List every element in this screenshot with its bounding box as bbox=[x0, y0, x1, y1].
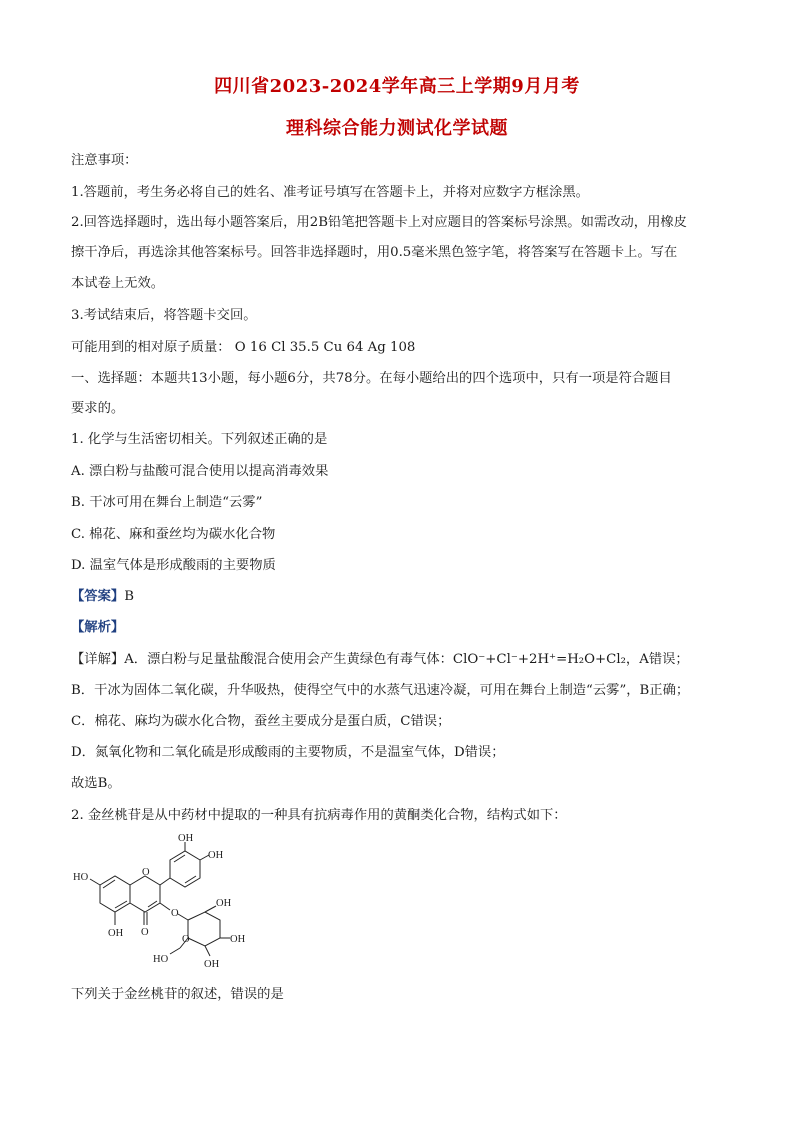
label-o-link: O bbox=[171, 908, 179, 919]
question-1-option-d: D. 温室气体是形成酸雨的主要物质 bbox=[71, 558, 276, 573]
question-1-option-b: B. 干冰可用在舞台上制造“云雾” bbox=[71, 495, 263, 510]
answer-value: B bbox=[124, 589, 134, 604]
detail-tag: 【详解】 bbox=[71, 652, 125, 667]
label-o-carbonyl: O bbox=[141, 927, 149, 938]
conclusion-line: 故选B。 bbox=[71, 776, 121, 791]
question-1-option-a: A. 漂白粉与盐酸可混合使用以提高消毒效果 bbox=[71, 464, 329, 479]
label-ho-left: HO bbox=[73, 872, 89, 883]
label-oh-top1: OH bbox=[178, 833, 194, 844]
notice-item-2-line-1: 2.回答选择题时，选出每小题答案后，用2B铅笔把答题卡上对应题目的答案标号涂黑。如需改动，用橡皮 bbox=[71, 215, 687, 230]
detail-line-d: D．氮氧化物和二氧化硫是形成酸雨的主要物质，不是温室气体，D错误； bbox=[71, 745, 505, 760]
notice-header: 注意事项： bbox=[71, 153, 138, 168]
label-oh-top2: OH bbox=[208, 850, 224, 861]
label-ho-sugar-4: HO bbox=[153, 954, 169, 965]
document-title: 四川省2023-2024学年高三上学期9月月考 bbox=[214, 76, 580, 97]
notice-item-2-line-3: 本试卷上无效。 bbox=[71, 276, 165, 291]
analysis-line bbox=[71, 619, 124, 637]
detail-line-c: C．棉花、麻均为碳水化合物，蚕丝主要成分是蛋白质，C错误； bbox=[71, 714, 451, 729]
label-o-sugar: O bbox=[182, 934, 190, 945]
question-1-stem: 1. 化学与生活密切相关。下列叙述正确的是 bbox=[71, 432, 328, 447]
label-oh-sugar-1: OH bbox=[216, 898, 232, 909]
section-heading-line-1: 一、选择题：本题共13小题，每小题6分，共78分。在每小题给出的四个选项中，只有一项是符合题目 bbox=[71, 371, 672, 386]
label-oh-sugar-2: OH bbox=[230, 934, 246, 945]
notice-item-2-line-2: 擦干净后，再选涂其他答案标号。回答非选择题时，用0.5毫米黑色签字笔，将答案写在答题卡上。写在 bbox=[71, 245, 678, 260]
label-o-ring: O bbox=[142, 867, 150, 878]
document-subtitle: 理科综合能力测试化学试题 bbox=[286, 118, 508, 139]
question-2-follow-up: 下列关于金丝桃苷的叙述，错误的是 bbox=[71, 987, 284, 1002]
detail-line-b: B．干冰为固体二氧化碳，升华吸热，使得空气中的水蒸气迅速冷凝，可用在舞台上制造“云雾”，B正确； bbox=[71, 683, 690, 698]
detail-a-text: A．漂白粉与足量盐酸混合使用会产生黄绿色有毒气体：ClO⁻+Cl⁻+2H⁺=H₂O+Cl₂，A错误； bbox=[124, 652, 689, 667]
question-2-stem: 2. 金丝桃苷是从中药材中提取的一种具有抗病毒作用的黄酮类化合物，结构式如下： bbox=[71, 808, 567, 823]
question-1-option-c: C. 棉花、麻和蚕丝均为碳水化合物 bbox=[71, 527, 276, 542]
atomic-mass-line: 可能用到的相对原子质量： O 16 Cl 35.5 Cu 64 Ag 108 bbox=[71, 340, 416, 355]
section-heading-line-2: 要求的。 bbox=[71, 401, 125, 416]
label-oh-sugar-3: OH bbox=[204, 959, 220, 970]
label-oh-bottom: OH bbox=[108, 928, 124, 939]
notice-item-1: 1.答题前，考生务必将自己的姓名、准考证号填写在答题卡上，并将对应数字方框涂黑。 bbox=[71, 185, 589, 200]
analysis-tag: 【解析】 bbox=[71, 620, 125, 635]
answer-tag: 【答案】 bbox=[71, 589, 125, 604]
hyperoside-structure-diagram bbox=[70, 830, 260, 975]
notice-item-3: 3.考试结束后，将答题卡交回。 bbox=[71, 308, 257, 323]
answer-line bbox=[71, 588, 134, 606]
detail-line-a bbox=[71, 651, 689, 669]
